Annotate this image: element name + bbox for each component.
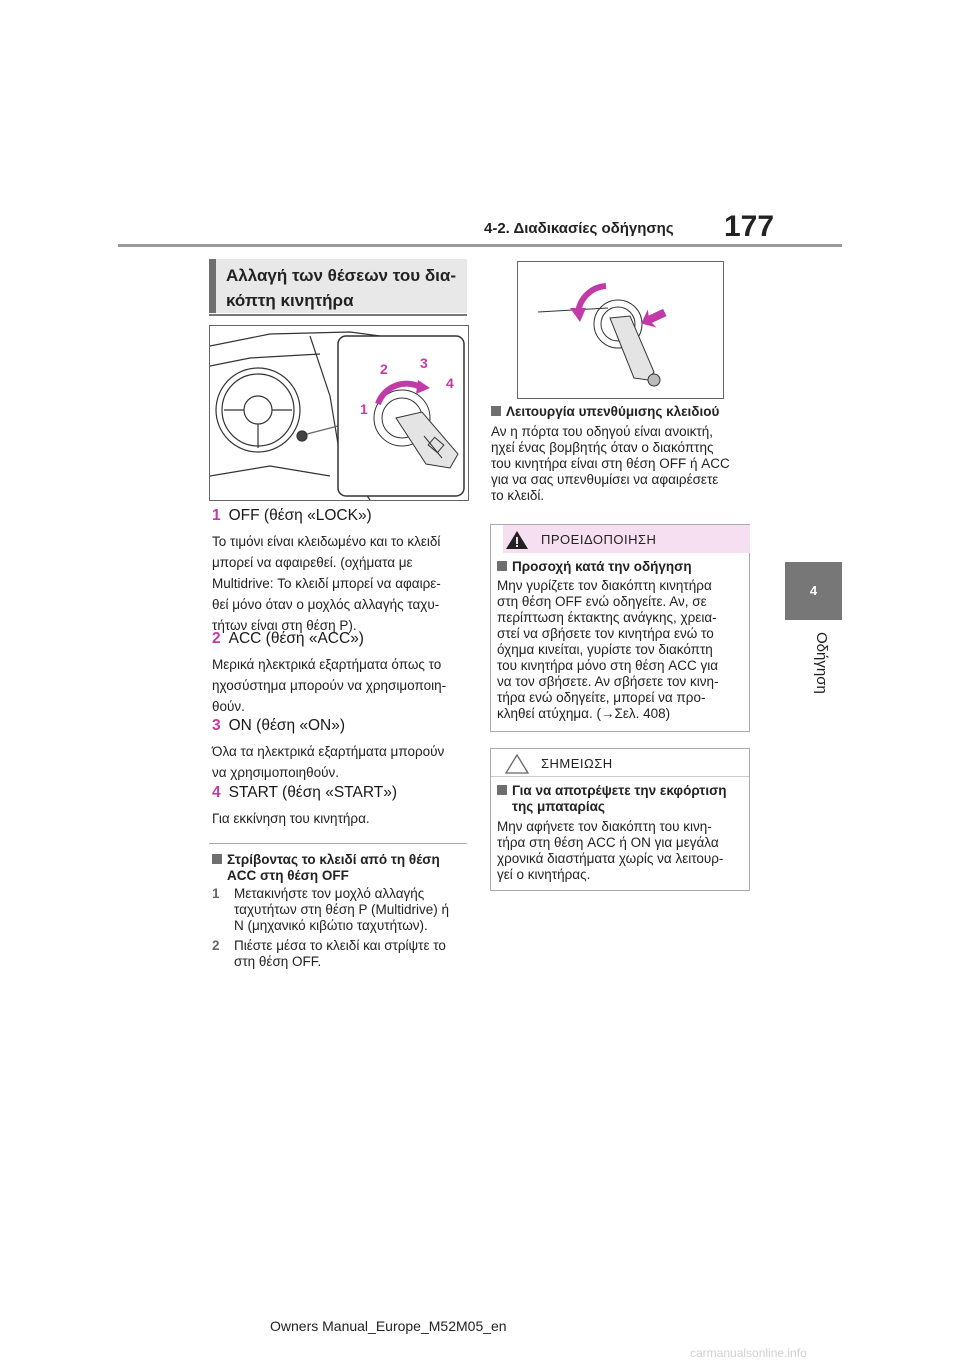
turning-key-heading: Στρίβοντας το κλειδί από τη θέση ACC στη θέση OFF: [212, 852, 472, 884]
position-3-number: 3: [212, 717, 221, 734]
position-3-desc: Όλα τα ηλεκτρικά εξαρτήματα μπορούν να χρησιμοποιηθούν.: [212, 744, 445, 780]
header-rule: [118, 244, 842, 247]
key-turn-illustration: [518, 262, 723, 398]
section-title-line2: κόπτη κινητήρα: [226, 291, 354, 310]
callout-4: 4: [446, 375, 454, 391]
warning-text: Μην γυρίζετε τον διακόπτη κινητήρα στη θέση OFF ενώ οδηγείτε. Αν, σε περίπτωση έκτακτης ανάγκης, χρεια- στεί να σβήσετε τον κινητήρα ενώ το όχημα κινείται, γυρίστε τον διακόπτη του κινητήρα μόνο στη θέση ACC για να τον σβήσετε. Αν σβήσετε τον κινη- τήρα ενώ οδηγείτε, μπορεί να προ- κληθεί ατύχημα. (→Σελ. 408): [497, 578, 719, 721]
position-2-desc: Μερικά ηλεκτρικά εξαρτήματα όπως το ηχοσύστημα μπορούν να χρησιμοποιη- θούν.: [212, 657, 447, 714]
position-4-title: 4 START (θέση «START»): [212, 784, 397, 801]
position-2-title: 2 ACC (θέση «ACC»): [212, 630, 364, 647]
bullet-square: [212, 854, 222, 864]
section-title: [209, 259, 467, 313]
note-title: ΣΗΜΕΙΩΣΗ: [541, 756, 613, 771]
note-heading: Για να αποτρέψετε την εκφόρτιση της μπαταρίας: [497, 783, 747, 815]
section-title-rule: [209, 314, 467, 316]
divider: [209, 843, 467, 844]
key-reminder-heading: Λειτουργία υπενθύμισης κλειδιού: [491, 404, 761, 420]
callout-1: 1: [360, 401, 368, 417]
footer: Owners Manual_Europe_M52M05_en: [270, 1318, 507, 1334]
warning-heading: Προσοχή κατά την οδήγηση: [497, 559, 747, 575]
watermark: carmanualsonline.info: [690, 1346, 807, 1360]
callout-2: 2: [380, 361, 388, 377]
turning-key-step-1: 1 Μετακινήστε τον μοχλό αλλαγής ταχυτήτων στη θέση P (Multidrive) ή N (μηχανικό κιβώτιο ταχυτήτων).: [212, 886, 450, 933]
ignition-positions-figure: [209, 325, 469, 501]
position-1-title: 1 OFF (θέση «LOCK»): [212, 507, 372, 524]
note-icon: [505, 754, 529, 779]
position-4-desc: Για εκκίνηση του κινητήρα.: [212, 811, 370, 826]
dashboard-illustration: [210, 326, 468, 500]
note-header-rule: [491, 776, 749, 777]
bullet-square: [491, 406, 501, 416]
position-1-desc: Το τιμόνι είναι κλειδωμένο και το κλειδί μπορεί να αφαιρεθεί. (οχήματα με Multidrive: Το κλειδί μπορεί να αφαιρε- θεί μόνο όταν ο μοχλός αλλαγής ταχυ- τήτων είναι στη θέση P).: [212, 534, 441, 633]
turning-key-step-2: 2 Πιέστε μέσα το κλειδί και στρίψτε το στη θέση OFF.: [212, 938, 446, 969]
bullet-square: [497, 785, 507, 795]
warning-title: ΠΡΟΕΙΔΟΠΟΙΗΣΗ: [541, 532, 657, 547]
key-reminder-text: Αν η πόρτα του οδηγού είναι ανοικτή, ηχεί ένας βομβητής όταν ο διακόπτης του κινητήρα είναι στη θέση OFF ή ACC για να σας υπενθυμίσει να αφαιρέσετε το κλειδί.: [491, 424, 730, 503]
warning-icon: [505, 530, 529, 555]
position-2-number: 2: [212, 630, 221, 647]
chapter-tab-number: 4: [785, 562, 842, 620]
callout-3: 3: [420, 355, 428, 371]
position-4-number: 4: [212, 784, 221, 801]
position-1-number: 1: [212, 507, 221, 524]
bullet-square: [497, 561, 507, 571]
page-number: 177: [724, 210, 775, 243]
position-3-title: 3 ON (θέση «ON»): [212, 717, 346, 734]
chapter-tab-label: Οδήγηση: [813, 632, 830, 694]
section-title-line1: Αλλαγή των θέσεων του δια-: [226, 266, 456, 285]
note-text: Μην αφήνετε τον διακόπτη του κινη- τήρα στη θέση ACC ή ON για μεγάλα χρονικά διαστήματα χωρίς να λειτουρ- γεί ο κινητήρας.: [497, 819, 724, 882]
key-turn-figure: [517, 261, 724, 399]
section-header: 4-2. Διαδικασίες οδήγησης: [484, 220, 674, 237]
